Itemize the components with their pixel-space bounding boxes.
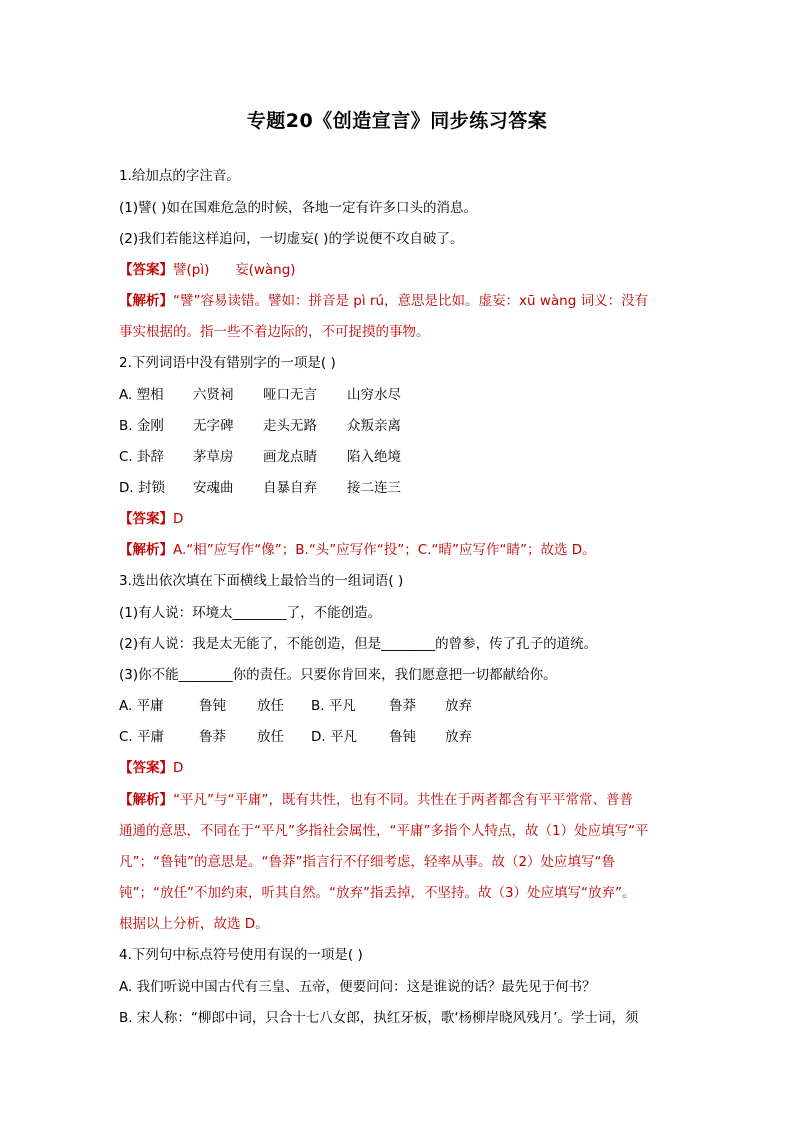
question-1-analysis-line-1 (119, 291, 648, 311)
option-word: 众叛亲离 (347, 418, 401, 434)
option-word: 鲁莽 (199, 729, 226, 745)
question-3-analysis-line-4: 钝”；“放任”不加约束，听其自然。“放弃”指丢掉，不坚持。故（3）处应填写“放弃”。 (119, 885, 636, 901)
question-3-analysis-line-1 (119, 790, 633, 810)
question-3-options-row-1 (119, 696, 472, 716)
question-3-options-row-2 (119, 727, 472, 747)
question-3-sentence-3: (3)你不能________你的责任。只要你肯回来，我们愿意把一切都献给你。 (119, 667, 557, 683)
question-2-option-c (119, 447, 437, 467)
question-3-analysis-line-3: 凡”；“鲁钝”的意思是。“鲁莽”指言行不仔细考虑，轻率从事。故（2）处应填写“鲁 (119, 854, 616, 870)
question-2-option-b (119, 416, 437, 436)
answer-text: D (173, 511, 184, 527)
question-2-stem: 2.下列词语中没有错别字的一项是( ) (119, 355, 336, 371)
answer-label: 【答案】 (119, 760, 173, 776)
answer-text: 譬(pì) 妄(wàng) (173, 262, 296, 278)
option-word: B. 平凡 (311, 698, 356, 714)
option-word: B. 金刚 (119, 418, 164, 434)
question-1-sentence-2: (2)我们若能这样追问，一切虚妄( )的学说便不攻自破了。 (119, 231, 464, 247)
option-word: C. 平庸 (119, 729, 165, 745)
question-3-sentence-2: (2)有人说：我是太无能了，不能创造，但是________的曾参，传了孔子的道统。 (119, 636, 598, 652)
question-3-analysis-line-5: 根据以上分析，故选 D。 (119, 916, 269, 932)
question-2-analysis (119, 540, 596, 560)
analysis-label: 【解析】 (119, 792, 173, 808)
question-1-answer (119, 260, 296, 280)
option-word: 鲁钝 (389, 729, 416, 745)
option-word: 放任 (257, 698, 284, 714)
option-word: 无字碑 (193, 418, 234, 434)
question-3-answer (119, 758, 183, 778)
option-word: A. 平庸 (119, 698, 164, 714)
question-3-analysis-line-2: 通通的意思，不同在于“平凡”多指社会属性，“平庸”多指个人特点，故（1）处应填写“平 (119, 823, 649, 839)
question-1-sentence-1: (1)譬( )如在国难危急的时候，各地一定有许多口头的消息。 (119, 200, 477, 216)
option-word: C. 卦辞 (119, 449, 165, 465)
option-word: 茅草房 (193, 449, 234, 465)
question-3-sentence-1: (1)有人说：环境太________了，不能创造。 (119, 605, 382, 621)
option-word: 鲁莽 (389, 698, 416, 714)
option-word: 哑口无言 (263, 387, 317, 403)
option-word: 画龙点睛 (263, 449, 317, 465)
analysis-text: “平凡”与“平庸”，既有共性，也有不同。共性在于两者都含有平平常常、普普 (173, 792, 633, 808)
analysis-text: A.“相”应写作“像”；B.“头”应写作“投”；C.“晴”应写作“睛”；故选 D。 (173, 542, 596, 558)
option-word: 走头无路 (263, 418, 317, 434)
option-word: D. 封锁 (119, 480, 165, 496)
answer-label: 【答案】 (119, 511, 173, 527)
answer-text: D (173, 760, 184, 776)
question-1-stem: 1.给加点的字注音。 (119, 168, 240, 184)
option-word: 六贤祠 (193, 387, 234, 403)
option-word: 鲁钝 (199, 698, 226, 714)
option-word: 放弃 (445, 729, 472, 745)
question-2-option-a (119, 385, 437, 405)
analysis-text: “譬”容易读错。譬如：拼音是 pì rú，意思是比如。虚妄：xū wàng 词义：没有 (173, 293, 649, 309)
option-word: 放任 (257, 729, 284, 745)
option-word: 自暴自弃 (263, 480, 317, 496)
question-4-stem: 4.下列句中标点符号使用有误的一项是( ) (119, 947, 363, 963)
question-2-option-d (119, 478, 437, 498)
page-title: 专题20《创造宣言》同步练习答案 (246, 110, 548, 132)
question-3-stem: 3.选出依次填在下面横线上最恰当的一组词语( ) (119, 573, 404, 589)
option-word: 陷入绝境 (347, 449, 401, 465)
question-4-option-a: A. 我们听说中国古代有三皇、五帝，便要问问：这是谁说的话？最先见于何书？ (119, 979, 596, 995)
analysis-label: 【解析】 (119, 293, 173, 309)
question-2-answer (119, 509, 183, 529)
option-word: 山穷水尽 (347, 387, 401, 403)
option-word: 接二连三 (347, 480, 401, 496)
option-word: 放弃 (445, 698, 472, 714)
option-word: 安魂曲 (193, 480, 234, 496)
option-word: D. 平凡 (311, 729, 357, 745)
analysis-label: 【解析】 (119, 542, 173, 558)
question-1-analysis-line-2: 事实根据的。指一些不着边际的，不可捉摸的事物。 (119, 324, 430, 340)
answer-label: 【答案】 (119, 262, 173, 278)
option-word: A. 塑相 (119, 387, 164, 403)
question-4-option-b: B. 宋人称：“柳郎中词，只合十七八女郎，执红牙板，歌‘杨柳岸晓风残月’。学士词，须 (119, 1010, 639, 1026)
